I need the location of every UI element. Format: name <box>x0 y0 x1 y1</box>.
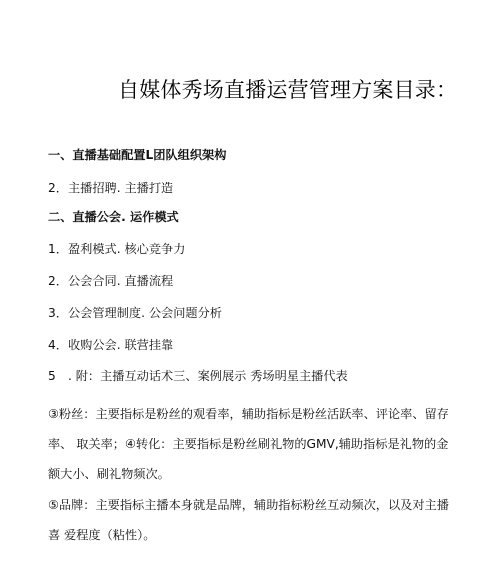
body-paragraph: ③粉丝：主要指标是粉丝的观看率，辅助指标是粉丝活跃率、评论率、留存率、 取关率；④转化：主要指标是粉丝刷礼物的GMV,辅助指标是礼物的金额大小、刷礼物频次。 <box>48 407 449 481</box>
toc-item: 2．公会合同. 直播流程 <box>48 274 174 288</box>
toc-item: 3．公会管理制度. 公会问题分析 <box>48 306 222 320</box>
toc-item: 2．主播招聘. 主播打造 <box>48 181 174 195</box>
toc-heading-1: 一、直播基础配置L团队组织架构 <box>48 148 227 162</box>
body-paragraph: ⑤品牌：主要指标主播本身就是品牌，辅助指标粉丝互动频次，以及对主播喜 爱程度（粘性）。 <box>48 498 449 542</box>
toc-item: 1．盈利模式. 核心竞争力 <box>48 242 186 256</box>
document-title: 自媒体秀场直播运营管理方案目录： <box>118 78 458 102</box>
toc-heading-2: 二、直播公会. 运作模式 <box>48 210 179 224</box>
toc-item: 5 . 附：主播互动话术三、案例展示 秀场明星主播代表 <box>48 369 348 383</box>
toc-item: 4．收购公会. 联营挂靠 <box>48 338 174 352</box>
